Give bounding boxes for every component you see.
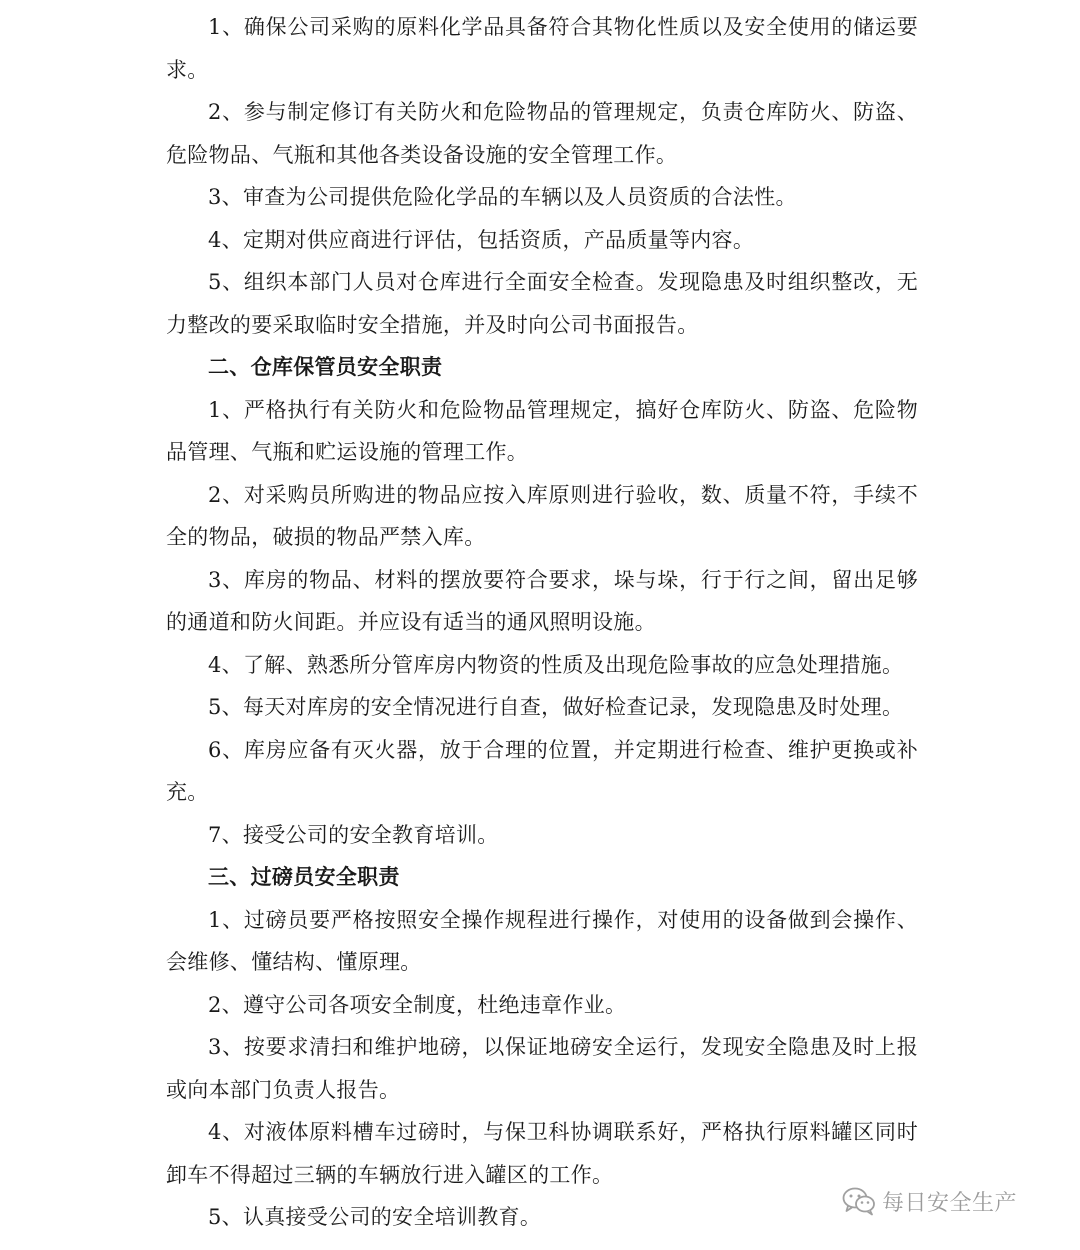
section-heading: 三、过磅员安全职责 (208, 864, 400, 889)
paragraph: 2、参与制定修订有关防火和危险物品的管理规定，负责仓库防火、防盗、危险物品、气瓶和其他各类设备设施的安全管理工作。 (166, 100, 918, 167)
paragraph: 1、过磅员要严格按照安全操作规程进行操作，对使用的设备做到会操作、会维修、懂结构、懂原理。 (166, 907, 918, 974)
document-body (166, 6, 918, 1239)
paragraph: 2、对采购员所购进的物品应按入库原则进行验收，数、质量不符，手续不全的物品，破损的物品严禁入库。 (166, 482, 918, 549)
paragraph: 3、库房的物品、材料的摆放要符合要求，垛与垛，行于行之间，留出足够的通道和防火间距。并应设有适当的通风照明设施。 (166, 567, 918, 634)
paragraph: 5、每天对库房的安全情况进行自查，做好检查记录，发现隐患及时处理。 (208, 695, 904, 719)
paragraph: 1、严格执行有关防火和危险物品管理规定，搞好仓库防火、防盗、危险物品管理、气瓶和贮运设施的管理工作。 (166, 397, 918, 464)
watermark (842, 1183, 1017, 1219)
paragraph: 2、遵守公司各项安全制度，杜绝违章作业。 (208, 992, 627, 1017)
paragraph: 1、确保公司采购的原料化学品具备符合其物化性质以及安全使用的储运要求。 (166, 15, 918, 82)
paragraph: 7、接受公司的安全教育培训。 (208, 822, 499, 847)
paragraph: 6、库房应备有灭火器，放于合理的位置，并定期进行检查、维护更换或补充。 (166, 737, 918, 804)
paragraph: 3、审查为公司提供危险化学品的车辆以及人员资质的合法性。 (208, 185, 797, 209)
wechat-icon (842, 1186, 876, 1216)
section-heading: 二、仓库保管员安全职责 (208, 354, 443, 379)
paragraph: 4、定期对供应商进行评估，包括资质，产品质量等内容。 (208, 227, 755, 252)
paragraph: 4、对液体原料槽车过磅时，与保卫科协调联系好，严格执行原料罐区同时卸车不得超过三辆的车辆放行进入罐区的工作。 (166, 1120, 918, 1187)
paragraph: 5、组织本部门人员对仓库进行全面安全检查。发现隐患及时组织整改，无力整改的要采取临时安全措施，并及时向公司书面报告。 (166, 270, 918, 337)
paragraph: 3、按要求清扫和维护地磅，以保证地磅安全运行，发现安全隐患及时上报或向本部门负责人报告。 (166, 1035, 918, 1102)
paragraph: 4、了解、熟悉所分管库房内物资的性质及出现危险事故的应急处理措施。 (208, 652, 904, 677)
paragraph: 5、认真接受公司的安全培训教育。 (208, 1205, 542, 1229)
watermark-text: 每日安全生产 (882, 1190, 1018, 1216)
